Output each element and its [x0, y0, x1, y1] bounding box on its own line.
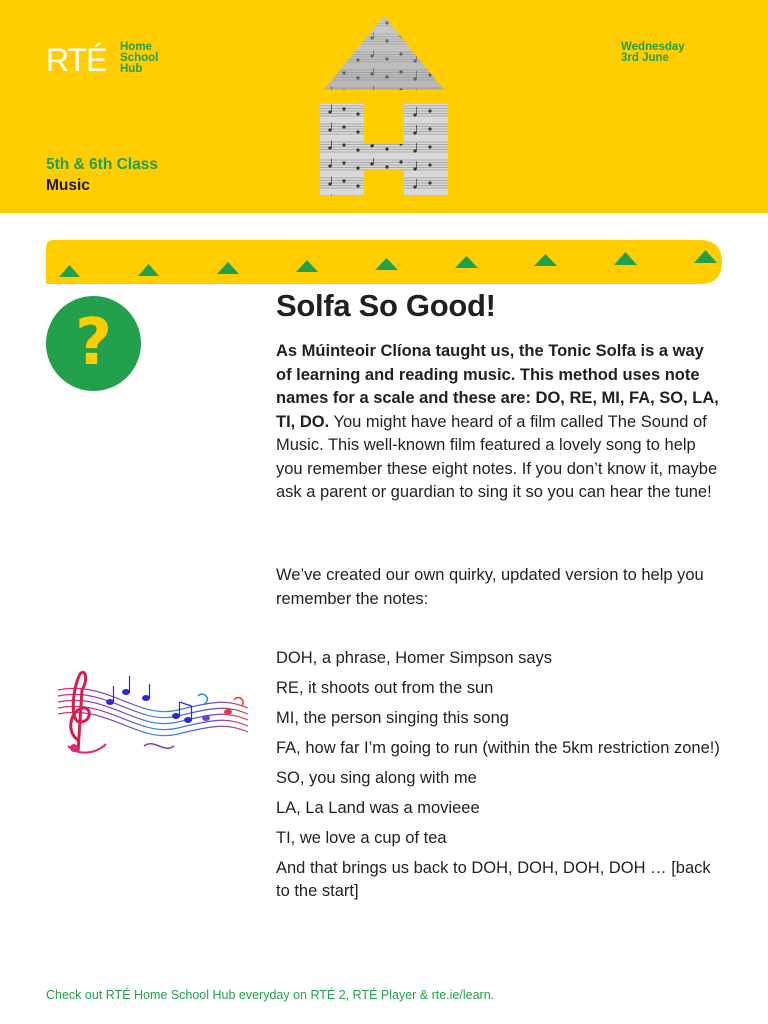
lyric-line: SO, you sing along with me — [276, 769, 477, 787]
lyric-line: DOH, a phrase, Homer Simpson says — [276, 649, 553, 667]
date-day: 3rd June — [621, 52, 669, 64]
lyric-line: LA, La Land was a movieee — [276, 799, 480, 817]
lyric-line: And that brings us back to DOH, DOH, DOH, DOH … [back to the start] — [276, 859, 711, 900]
intro-bold-text: As Múinteoir Clíona taught us, the Tonic Solfa is a way of learning and reading music. This method uses note names for a scale and these are: DO, RE, MI, FA, SO, LA, TI, DO. — [276, 342, 719, 431]
decorative-triangle-band — [46, 240, 722, 284]
rte-logo-text: RTÉ — [46, 42, 107, 78]
subject-label: Music — [46, 177, 90, 194]
lyric-line: FA, how far I’m going to run (within the 5km restriction zone!) — [276, 739, 720, 757]
home-school-hub-label — [120, 42, 180, 75]
lyric-line: MI, the person singing this song — [276, 709, 509, 727]
intro-paragraph — [276, 340, 721, 505]
question-mark-icon — [46, 296, 141, 391]
hub-line-3: Hub — [120, 63, 143, 75]
question-mark-glyph: ? — [74, 306, 113, 380]
hub-line-1: Home — [120, 41, 152, 53]
footer-text: Check out RTÉ Home School Hub everyday on RTÉ 2, RTÉ Player & rte.ie/learn. — [46, 988, 495, 1002]
page-title: Solfa So Good! — [276, 288, 496, 323]
lyrics-list — [276, 647, 721, 910]
date-label — [621, 42, 741, 64]
music-notes-staff-icon — [48, 660, 258, 760]
house-sheet-music-icon — [320, 14, 448, 196]
created-paragraph: We’ve created our own quirky, updated version to help you remember the notes: — [276, 566, 704, 608]
hub-line-2: School — [120, 52, 159, 64]
date-weekday: Wednesday — [621, 41, 685, 53]
header-banner — [0, 0, 768, 213]
lyric-line: TI, we love a cup of tea — [276, 829, 447, 847]
class-label: 5th & 6th Class — [46, 156, 158, 173]
intro-rest-text: You might have heard of a film called The Sound of Music. This well-known film featured a lovely song to help you remember these eight notes. If you don’t know it, maybe ask a parent or guardian to sing it so you can hear the tune! — [276, 412, 718, 501]
lyric-line: RE, it shoots out from the sun — [276, 679, 494, 697]
